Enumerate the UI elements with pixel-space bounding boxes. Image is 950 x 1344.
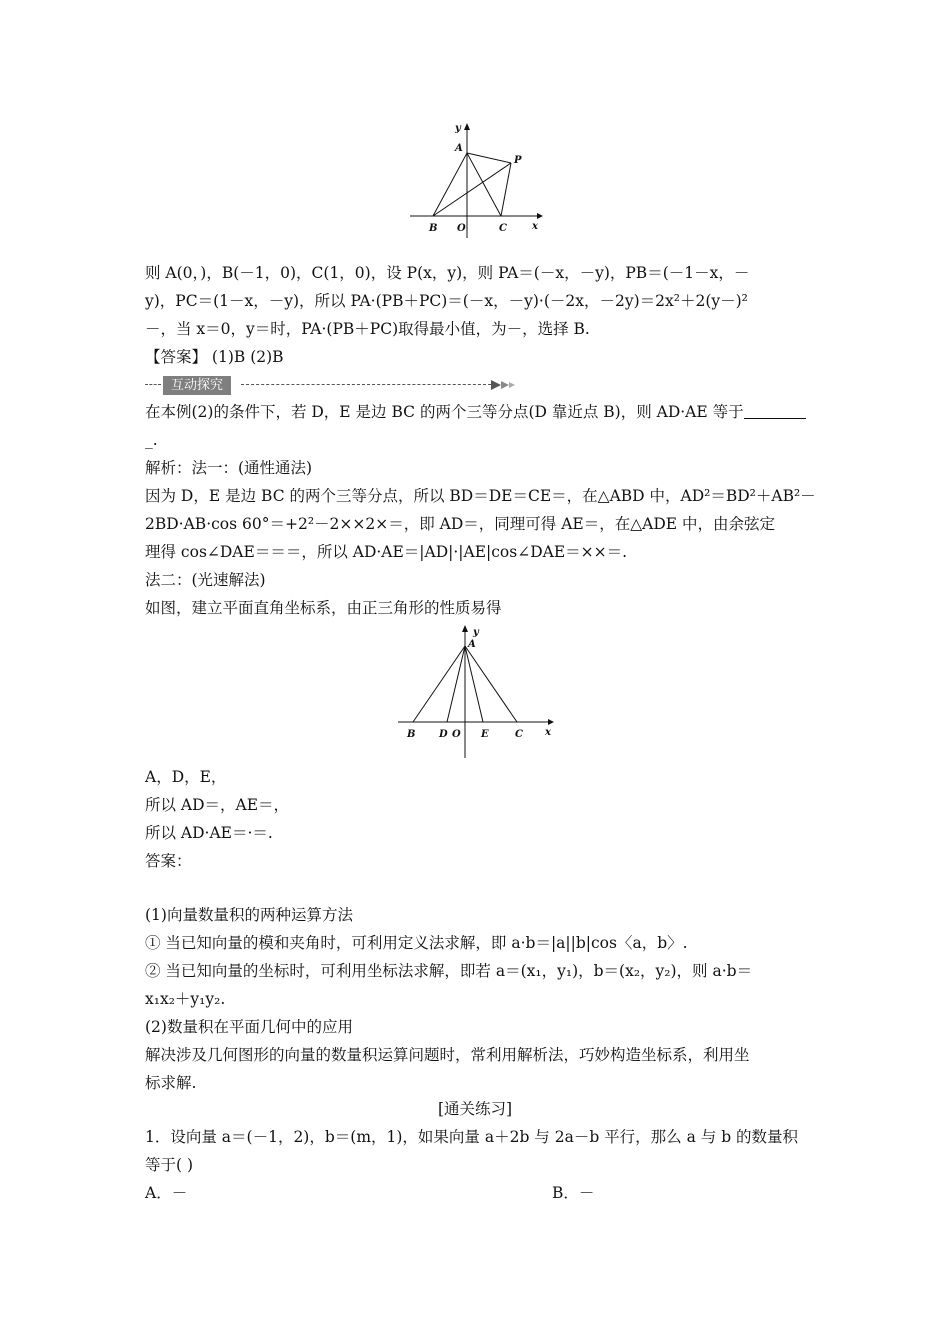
fig1-label-x: x bbox=[532, 221, 538, 232]
analysis-line-2: 因为 D，E 是边 BC 的两个三等分点，所以 BD＝DE＝CE＝，在△ABD 中，AD²＝BD²＋AB²－ bbox=[145, 487, 816, 505]
solution-line-2: y)，PC＝(1－x，－y)，所以 PA·(PB＋PC)＝(－x，－y)·(－2x，－2y)＝2x²＋2(y－)² bbox=[145, 292, 748, 310]
figure-trisection bbox=[395, 620, 560, 760]
fig1-label-a: A bbox=[455, 143, 463, 154]
analysis-line-6: 如图，建立平面直角坐标系，由正三角形的性质易得 bbox=[145, 599, 502, 617]
question-line-2: _. bbox=[145, 431, 158, 449]
fig1-label-y: y bbox=[455, 123, 461, 134]
fig2-label-y: y bbox=[473, 627, 479, 638]
fig2-label-o: O bbox=[452, 729, 461, 740]
summary-line-3: ② 当已知向量的坐标时，可利用坐标法求解，即若 a＝(x₁，y₁)，b＝(x₂，y₂)，则 a·b＝ bbox=[145, 962, 753, 980]
section-badge: 互动探究 bbox=[163, 376, 231, 395]
coords-line: A，D，E， bbox=[145, 768, 227, 786]
result-line-1: 所以 AD＝，AE＝， bbox=[145, 796, 290, 814]
fig1-label-o: O bbox=[457, 223, 466, 234]
summary-line-1: (1)向量数量积的两种运算方法 bbox=[145, 906, 353, 924]
summary-line-6: 解决涉及几何图形的向量的数量积运算问题时，常利用解析法，巧妙构造坐标系，利用坐 bbox=[145, 1046, 750, 1064]
fig2-label-x: x bbox=[545, 727, 551, 738]
summary-line-2: ① 当已知向量的模和夹角时，可利用定义法求解，即 a·b＝|a||b|cos〈a，b〉. bbox=[145, 934, 688, 952]
fig1-label-p: P bbox=[514, 155, 522, 166]
problem-1-line-1: 1．设向量 a＝(－1，2)，b＝(m，1)，如果向量 a＋2b 与 2a－b 平行，那么 a 与 b 的数量积 bbox=[145, 1128, 799, 1146]
summary-line-7: 标求解. bbox=[145, 1074, 197, 1092]
fig1-label-c: C bbox=[499, 223, 507, 234]
fig2-label-c: C bbox=[515, 729, 523, 740]
fig2-label-a: A bbox=[468, 639, 476, 650]
analysis-line-5: 法二：(光速解法) bbox=[145, 571, 266, 589]
answer-blank bbox=[744, 404, 806, 419]
fig2-label-b: B bbox=[407, 729, 416, 740]
analysis-line-1: 解析：法一：(通性通法) bbox=[145, 459, 313, 477]
question-line-1: 在本例(2)的条件下，若 D，E 是边 BC 的两个三等分点(D 靠近点 B)，则 AD·AE 等于 bbox=[145, 401, 806, 423]
fig2-label-e: E bbox=[481, 729, 489, 740]
answer-label: 答案： bbox=[145, 852, 192, 870]
analysis-line-3: 2BD·AB·cos 60°＝+2²－2××2×＝，即 AD＝，同理可得 AE＝，在△ADE 中，由余弦定 bbox=[145, 515, 775, 533]
analysis-line-4: 理得 cos∠DAE＝＝＝，所以 AD·AE＝|AD|·|AE|cos∠DAE＝××＝. bbox=[145, 543, 628, 561]
option-b: B．－ bbox=[552, 1184, 595, 1202]
arrow-icon bbox=[491, 378, 525, 392]
fig1-label-b: B bbox=[429, 223, 438, 234]
figure-triangle-p bbox=[405, 118, 545, 238]
answer-line: 【答案】 (1)B (2)B bbox=[145, 348, 284, 366]
summary-line-4: x₁x₂＋y₁y₂. bbox=[145, 990, 226, 1008]
option-a: A．－ bbox=[145, 1184, 188, 1202]
practice-title: [通关练习] bbox=[437, 1100, 513, 1118]
solution-line-3: －，当 x＝0，y＝时，PA·(PB＋PC)取得最小值，为－，选择 B. bbox=[145, 320, 590, 338]
section-header bbox=[145, 375, 525, 395]
fig2-label-d: D bbox=[439, 729, 448, 740]
result-line-2: 所以 AD·AE＝·＝. bbox=[145, 824, 273, 842]
solution-line-1: 则 A(0，)，B(－1，0)，C(1，0)，设 P(x，y)，则 PA＝(－x，－y)，PB＝(－1－x，－ bbox=[145, 264, 750, 282]
problem-1-line-2: 等于( ) bbox=[145, 1156, 194, 1174]
summary-line-5: (2)数量积在平面几何中的应用 bbox=[145, 1018, 353, 1036]
